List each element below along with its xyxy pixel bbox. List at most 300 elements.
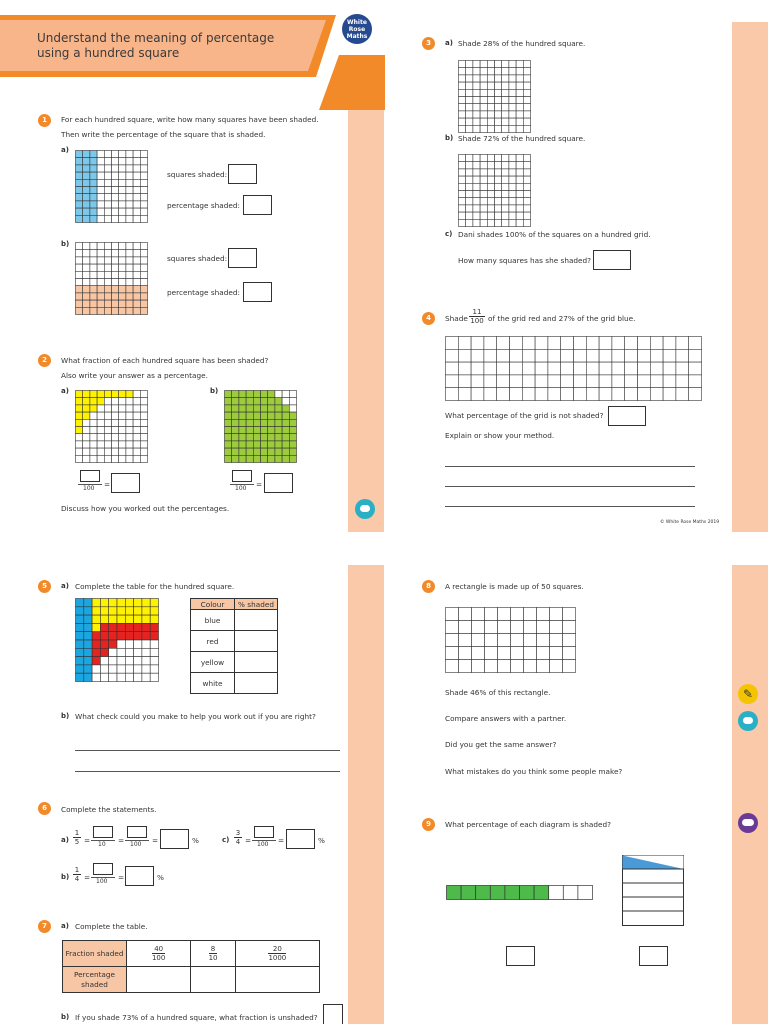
- grid-cell: [225, 405, 232, 412]
- grid-cell: [150, 632, 158, 640]
- grid-cell: [225, 441, 232, 448]
- grid-cell: [472, 660, 485, 673]
- grid-cell: [487, 169, 494, 176]
- grid-cell: [125, 648, 133, 656]
- grid-cell: [275, 448, 282, 455]
- q3a-hundred-square[interactable]: [458, 60, 531, 133]
- grid-cell: [502, 82, 509, 89]
- question-number-3: 3: [422, 37, 435, 50]
- grid-cell: [275, 434, 282, 441]
- grid-cell: [459, 155, 466, 162]
- grid-cell: [232, 448, 239, 455]
- grid-cell: [90, 250, 97, 257]
- grid-cell: [282, 455, 289, 462]
- grid-cell: [104, 448, 111, 455]
- grid-cell: [650, 349, 663, 362]
- grid-cell: [261, 405, 268, 412]
- grid-cell: [487, 118, 494, 125]
- q1a-squares-answer[interactable]: [228, 164, 257, 184]
- grid-cell: [117, 599, 125, 607]
- grid-cell: [480, 82, 487, 89]
- grid-cell: [140, 194, 147, 201]
- header-banner: [0, 15, 338, 77]
- q2a-hundred-square[interactable]: [75, 390, 148, 463]
- grid-cell: [282, 441, 289, 448]
- grid-cell: [112, 300, 119, 307]
- grid-cell: [134, 648, 142, 656]
- grid-cell: [466, 75, 473, 82]
- grid-cell: [459, 162, 466, 169]
- grid-cell: [523, 118, 530, 125]
- grid-cell: [117, 632, 125, 640]
- q4-answer-line-3[interactable]: [445, 506, 695, 507]
- grid-cell: [100, 657, 108, 665]
- grid-cell: [516, 68, 523, 75]
- grid-cell: [133, 441, 140, 448]
- q2a-numerator-box[interactable]: [80, 470, 100, 482]
- grid-cell: [150, 607, 158, 615]
- grid-cell: [140, 179, 147, 186]
- grid-cell: [133, 279, 140, 286]
- grid-cell: [516, 75, 523, 82]
- q8-rectangle-grid[interactable]: [445, 607, 576, 673]
- q2b-percentage-answer[interactable]: [264, 473, 293, 493]
- grid-cell: [112, 158, 119, 165]
- grid-cell: [550, 608, 563, 621]
- grid-cell: [498, 660, 511, 673]
- q5-yellow-answer[interactable]: [235, 652, 278, 673]
- grid-cell: [516, 155, 523, 162]
- grid-cell: [663, 362, 676, 375]
- grid-cell: [90, 264, 97, 271]
- grid-cell: [509, 68, 516, 75]
- grid-cell: [495, 205, 502, 212]
- q6b-percent-box[interactable]: [125, 866, 154, 886]
- grid-cell: [90, 307, 97, 314]
- speech-bubble-icon: [355, 499, 375, 519]
- grid-cell: [142, 632, 150, 640]
- grid-cell: [509, 205, 516, 212]
- grid-cell: [502, 61, 509, 68]
- grid-cell: [612, 375, 625, 388]
- grid-cell: [473, 82, 480, 89]
- grid-cell: [612, 349, 625, 362]
- grid-cell: [472, 634, 485, 647]
- grid-cell: [84, 623, 92, 631]
- grid-cell: [535, 388, 548, 401]
- grid-cell: [459, 183, 466, 190]
- grid-cell: [90, 201, 97, 208]
- grid-cell: [126, 448, 133, 455]
- grid-cell: [83, 455, 90, 462]
- q4-grid[interactable]: [445, 336, 702, 401]
- grid-cell: [480, 118, 487, 125]
- grid-cell: [480, 97, 487, 104]
- grid-cell: [268, 441, 275, 448]
- grid-cell: [458, 388, 471, 401]
- grid-cell: [119, 187, 126, 194]
- grid-cell: [246, 412, 253, 419]
- grid-cell: [625, 388, 638, 401]
- q7b-answer[interactable]: [323, 1004, 343, 1024]
- grid-cell: [689, 362, 702, 375]
- grid-cell: [446, 634, 459, 647]
- grid-cell: [112, 257, 119, 264]
- q7a-text: Complete the table.: [75, 922, 148, 931]
- grid-cell: [459, 118, 466, 125]
- grid-cell: [473, 162, 480, 169]
- grid-cell: [142, 665, 150, 673]
- grid-cell: [92, 673, 100, 681]
- q7-pct-answer-2[interactable]: [191, 967, 235, 993]
- grid-cell: [480, 176, 487, 183]
- grid-cell: [480, 89, 487, 96]
- grid-cell: [117, 607, 125, 615]
- grid-cell: [83, 151, 90, 158]
- grid-cell: [119, 398, 126, 405]
- q3b-hundred-square[interactable]: [458, 154, 531, 227]
- q6b-box1[interactable]: [93, 863, 113, 875]
- q3c-answer[interactable]: [593, 250, 631, 270]
- grid-cell: [112, 441, 119, 448]
- grid-cell: [76, 271, 83, 278]
- grid-cell: [459, 634, 472, 647]
- grid-cell: [537, 621, 550, 634]
- grid-cell: [246, 419, 253, 426]
- grid-cell: [97, 434, 104, 441]
- q1a-percentage-answer[interactable]: [243, 195, 272, 215]
- grid-cell: [90, 279, 97, 286]
- q7-pct-answer-1[interactable]: [127, 967, 191, 993]
- grid-cell: [509, 162, 516, 169]
- grid-cell: [523, 97, 530, 104]
- grid-cell: [140, 264, 147, 271]
- q5-colour-table: Colour % shaded blue red yellow white: [190, 598, 278, 694]
- grid-cell: [268, 448, 275, 455]
- grid-cell: [472, 608, 485, 621]
- grid-cell: [487, 183, 494, 190]
- side-strip-p2: [732, 22, 768, 532]
- grid-cell: [495, 169, 502, 176]
- grid-cell: [502, 155, 509, 162]
- grid-cell: [239, 398, 246, 405]
- grid-cell: [502, 104, 509, 111]
- grid-cell: [480, 125, 487, 132]
- q2b-denominator: 100: [235, 485, 247, 492]
- grid-cell: [119, 455, 126, 462]
- grid-cell: [112, 448, 119, 455]
- grid-cell: [100, 632, 108, 640]
- grid-cell: [92, 665, 100, 673]
- q6c-percent-box[interactable]: [286, 829, 315, 849]
- grid-cell: [516, 82, 523, 89]
- grid-cell: [90, 243, 97, 250]
- grid-cell: [574, 375, 587, 388]
- grid-cell: [76, 158, 83, 165]
- grid-cell: [109, 648, 117, 656]
- grid-cell: [84, 648, 92, 656]
- q5-white-answer[interactable]: [235, 673, 278, 694]
- grid-cell: [76, 441, 83, 448]
- grid-cell: [268, 419, 275, 426]
- grid-cell: [466, 212, 473, 219]
- grid-cell: [133, 257, 140, 264]
- grid-cell: [466, 68, 473, 75]
- grid-cell: [104, 391, 111, 398]
- q9-bar-answer[interactable]: [506, 946, 535, 966]
- q1b-squares-answer[interactable]: [228, 248, 257, 268]
- grid-cell: [109, 599, 117, 607]
- grid-cell: [104, 427, 111, 434]
- grid-cell: [522, 375, 535, 388]
- grid-cell: [282, 419, 289, 426]
- q1-b-label: b): [61, 240, 70, 248]
- grid-cell: [109, 615, 117, 623]
- q2b-hundred-square[interactable]: [224, 390, 297, 463]
- grid-cell: [510, 362, 523, 375]
- grid-cell: [487, 212, 494, 219]
- q6a-percent-box[interactable]: [160, 829, 189, 849]
- q1b-percentage-label: percentage shaded:: [167, 288, 240, 297]
- grid-cell: [516, 169, 523, 176]
- grid-cell: [76, 405, 83, 412]
- grid-cell: [473, 198, 480, 205]
- grid-cell: [126, 208, 133, 215]
- q1b-hundred-square[interactable]: [75, 242, 148, 315]
- grid-cell: [689, 337, 702, 350]
- grid-cell: [516, 125, 523, 132]
- grid-cell: [150, 640, 158, 648]
- grid-cell: [563, 621, 576, 634]
- grid-cell: [495, 212, 502, 219]
- q6c-box1[interactable]: [254, 826, 274, 838]
- q1b-percentage-answer[interactable]: [243, 282, 272, 302]
- grid-cell: [599, 337, 612, 350]
- grid-cell: [117, 623, 125, 631]
- grid-cell: [112, 187, 119, 194]
- grid-cell: [140, 187, 147, 194]
- grid-cell: [97, 194, 104, 201]
- grid-cell: [112, 151, 119, 158]
- grid-cell: [112, 398, 119, 405]
- grid-cell: [523, 68, 530, 75]
- grid-cell: [498, 608, 511, 621]
- q4-answer[interactable]: [608, 406, 646, 426]
- grid-cell: [104, 165, 111, 172]
- grid-cell: [510, 375, 523, 388]
- grid-cell: [84, 632, 92, 640]
- grid-cell: [133, 419, 140, 426]
- q2a-percentage-answer[interactable]: [111, 473, 140, 493]
- grid-cell: [140, 172, 147, 179]
- grid-cell: [466, 125, 473, 132]
- q2b-numerator-box[interactable]: [232, 470, 252, 482]
- grid-cell: [92, 615, 100, 623]
- grid-cell: [563, 647, 576, 660]
- grid-cell: [126, 405, 133, 412]
- grid-cell: [97, 250, 104, 257]
- grid-cell: [140, 250, 147, 257]
- grid-cell: [289, 412, 296, 419]
- grid-cell: [90, 441, 97, 448]
- grid-cell: [84, 665, 92, 673]
- grid-cell: [548, 362, 561, 375]
- grid-cell: [119, 412, 126, 419]
- q4-answer-line-1[interactable]: [445, 466, 695, 467]
- grid-cell: [232, 419, 239, 426]
- grid-cell: [487, 191, 494, 198]
- grid-cell: [561, 362, 574, 375]
- q5-blue-answer[interactable]: [235, 610, 278, 631]
- grid-cell: [253, 427, 260, 434]
- grid-cell: [466, 183, 473, 190]
- grid-cell: [90, 179, 97, 186]
- grid-cell: [480, 212, 487, 219]
- grid-cell: [109, 623, 117, 631]
- grid-cell: [83, 179, 90, 186]
- q6a-box1[interactable]: [93, 826, 113, 838]
- grid-cell: [90, 293, 97, 300]
- grid-cell: [83, 264, 90, 271]
- grid-cell: [97, 187, 104, 194]
- grid-cell: [97, 427, 104, 434]
- grid-cell: [83, 187, 90, 194]
- q1a-percentage-label: percentage shaded:: [167, 201, 240, 210]
- grid-cell: [561, 349, 574, 362]
- q6a-box2[interactable]: [127, 826, 147, 838]
- grid-cell: [599, 375, 612, 388]
- grid-cell: [92, 640, 100, 648]
- grid-cell: [126, 391, 133, 398]
- grid-cell: [112, 391, 119, 398]
- grid-cell: [487, 176, 494, 183]
- grid-cell: [225, 419, 232, 426]
- q1a-hundred-square[interactable]: [75, 150, 148, 223]
- grid-cell: [119, 434, 126, 441]
- grid-cell: [275, 398, 282, 405]
- grid-cell: [126, 455, 133, 462]
- grid-cell: [109, 640, 117, 648]
- q5-answer-line-2[interactable]: [75, 771, 340, 772]
- grid-cell: [83, 293, 90, 300]
- grid-cell: [473, 155, 480, 162]
- grid-cell: [459, 212, 466, 219]
- grid-cell: [495, 125, 502, 132]
- grid-cell: [90, 427, 97, 434]
- q8-line1: A rectangle is made up of 50 squares.: [445, 582, 584, 591]
- grid-cell: [487, 89, 494, 96]
- grid-cell: [133, 264, 140, 271]
- grid-cell: [133, 412, 140, 419]
- grid-cell: [253, 419, 260, 426]
- grid-cell: [523, 61, 530, 68]
- grid-cell: [523, 219, 530, 226]
- grid-cell: [84, 640, 92, 648]
- q5-red-answer[interactable]: [235, 631, 278, 652]
- grid-cell: [126, 187, 133, 194]
- grid-cell: [119, 208, 126, 215]
- grid-cell: [90, 257, 97, 264]
- question-number-7: 7: [38, 920, 51, 933]
- grid-cell: [104, 441, 111, 448]
- q5-coloured-hundred-square: [75, 598, 160, 683]
- grid-cell: [289, 441, 296, 448]
- grid-cell: [76, 623, 84, 631]
- grid-cell: [76, 243, 83, 250]
- grid-cell: [253, 434, 260, 441]
- grid-cell: [498, 634, 511, 647]
- grid-cell: [133, 151, 140, 158]
- grid-cell: [112, 165, 119, 172]
- grid-cell: [126, 243, 133, 250]
- grid-cell: [480, 111, 487, 118]
- grid-cell: [663, 349, 676, 362]
- grid-cell: [119, 286, 126, 293]
- grid-cell: [76, 615, 84, 623]
- grid-cell: [100, 599, 108, 607]
- grid-cell: [133, 194, 140, 201]
- q5-answer-line-1[interactable]: [75, 750, 340, 751]
- grid-cell: [446, 388, 459, 401]
- grid-cell: [261, 412, 268, 419]
- bar-segment: [534, 886, 549, 900]
- q4-answer-line-2[interactable]: [445, 486, 695, 487]
- q4-question: What percentage of the grid is not shaded?: [445, 411, 604, 420]
- grid-cell: [663, 388, 676, 401]
- grid-cell: [548, 337, 561, 350]
- grid-cell: [112, 307, 119, 314]
- grid-cell: [516, 176, 523, 183]
- grid-cell: [261, 419, 268, 426]
- grid-cell: [511, 660, 524, 673]
- grid-cell: [104, 250, 111, 257]
- grid-cell: [516, 212, 523, 219]
- grid-cell: [133, 215, 140, 222]
- grid-cell: [97, 151, 104, 158]
- grid-cell: [90, 300, 97, 307]
- question-number-8: 8: [422, 580, 435, 593]
- q9-rectangle-answer[interactable]: [639, 946, 668, 966]
- grid-cell: [473, 104, 480, 111]
- grid-cell: [586, 349, 599, 362]
- q8-line5: What mistakes do you think some people make?: [445, 767, 623, 776]
- q1-line2: Then write the percentage of the square that is shaded.: [61, 130, 266, 139]
- grid-cell: [125, 657, 133, 665]
- grid-cell: [76, 300, 83, 307]
- grid-cell: [574, 362, 587, 375]
- grid-cell: [509, 125, 516, 132]
- grid-cell: [537, 634, 550, 647]
- q7-pct-answer-3[interactable]: [235, 967, 319, 993]
- grid-cell: [472, 647, 485, 660]
- grid-cell: [480, 68, 487, 75]
- grid-cell: [150, 615, 158, 623]
- bar-segment: [520, 886, 535, 900]
- grid-cell: [502, 219, 509, 226]
- question-number-5: 5: [38, 580, 51, 593]
- grid-cell: [83, 243, 90, 250]
- grid-cell: [563, 634, 576, 647]
- grid-cell: [509, 75, 516, 82]
- grid-cell: [92, 623, 100, 631]
- grid-cell: [126, 427, 133, 434]
- grid-cell: [232, 391, 239, 398]
- grid-cell: [117, 648, 125, 656]
- grid-cell: [289, 455, 296, 462]
- grid-cell: [502, 176, 509, 183]
- grid-cell: [516, 111, 523, 118]
- grid-cell: [522, 362, 535, 375]
